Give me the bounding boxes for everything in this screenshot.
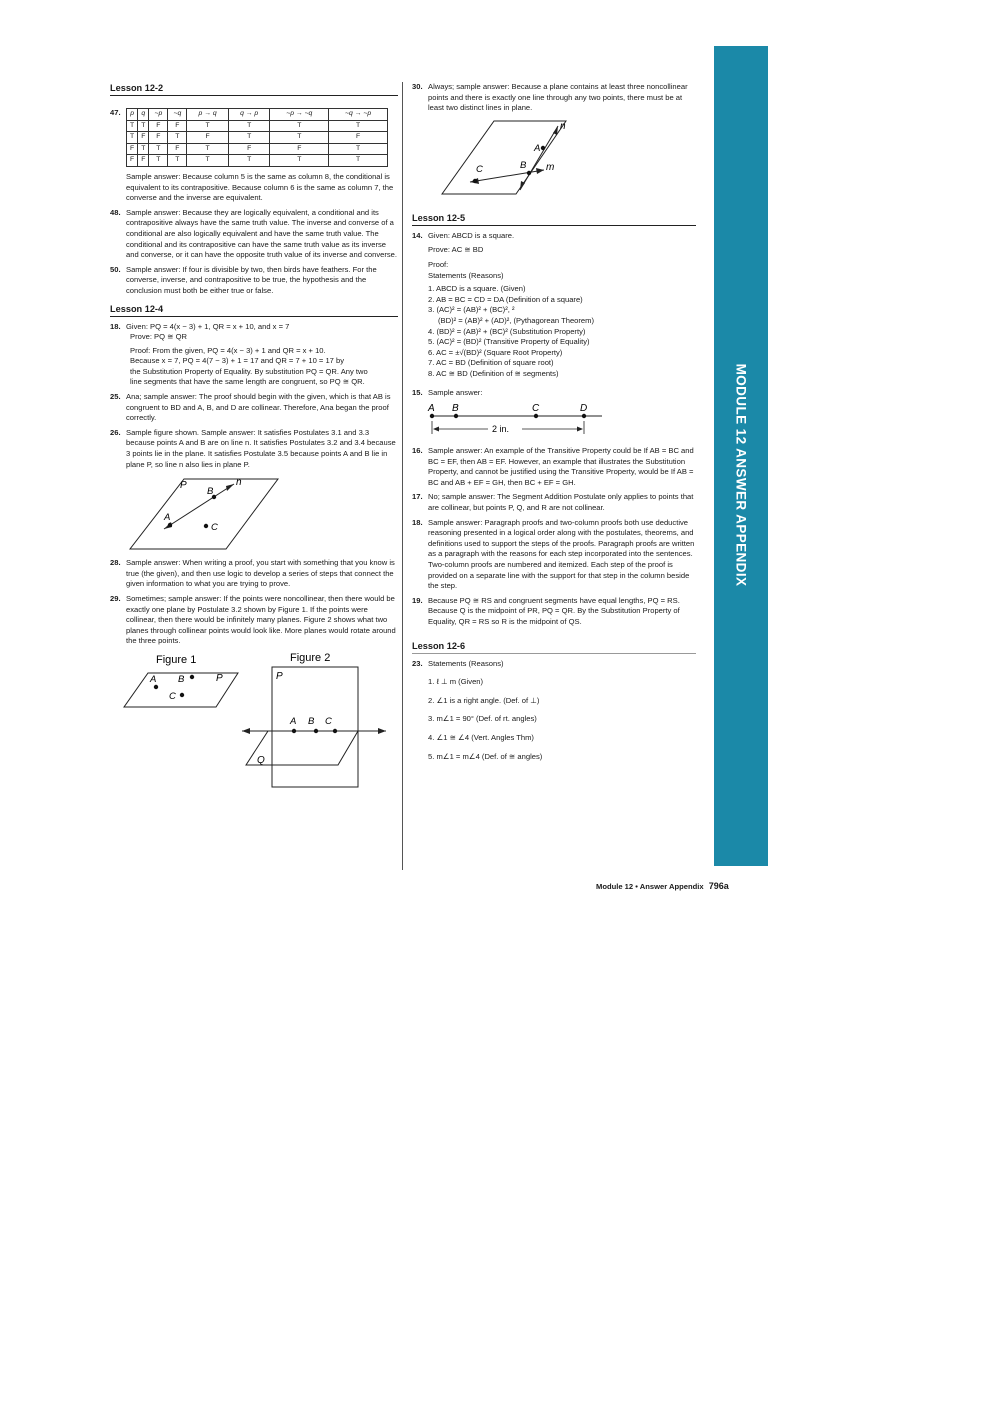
statement-line: 4. ∠1 ≅ ∠4 (Vert. Angles Thm)	[428, 732, 534, 742]
question-number: 47.	[110, 108, 121, 117]
answer-text: Always; sample answer: Because a plane contains at least three noncollinear points and there is exactly one line through any two points, there must be at least two distinct lines in plane.	[428, 82, 688, 113]
question-18-left	[110, 322, 398, 389]
proof-line: Prove: AC ≅ BD	[428, 245, 484, 255]
answer-text: Sample answer: Because they are logically equivalent, a conditional and its contrapositive always have the same truth value. The inverse and converse of a conditional are also logically equivalent and have the same truth value. The conditional and its contrapositive can have the same truth value as its inverse and converse, or it can have the opposite truth value of its inverse and converse.	[126, 207, 398, 260]
point-label-B: B	[520, 159, 527, 171]
truth-table-cell: F	[187, 132, 229, 144]
truth-table-cell: T	[168, 132, 187, 144]
truth-table-cell: F	[138, 132, 149, 144]
figure-2-point-A: A	[290, 715, 297, 727]
answer-text: Sample answer: Paragraph proofs and two-column proofs both use deductive reasoning presented in a logical order along with the postulates, theorems, and definitions used to support the steps of the proofs. Paragraph proofs are written as a paragraph with the reasons for each step incorporated into the sentences. Two-column proofs are numbered and itemized. Each step of the proof is provided on a separate line with the support for that step in the column beside the step.	[428, 517, 695, 591]
truth-table-cell: F	[228, 143, 270, 155]
question-15	[412, 388, 696, 443]
question-number: 19.	[412, 595, 423, 605]
question-26	[110, 428, 398, 554]
proof-line: Proof:	[428, 259, 449, 269]
truth-table-header-cell: ~q → ~p	[329, 109, 388, 121]
answer-text: Because PQ ≅ RS and congruent segments have equal lengths, PQ = RS. Because Q is the midpoint of PR, PQ = QR. By the Substitution Property of Equality, QR = RS so R is the midpoint of QS.	[428, 595, 680, 626]
figure-15-segment-diagram	[426, 402, 606, 442]
column-divider	[402, 82, 403, 870]
question-29	[110, 594, 398, 791]
point-label-C: C	[211, 522, 218, 534]
proof-line: Proof: From the given, PQ = 4(x − 3) + 1 and QR = x + 10.	[130, 345, 326, 355]
length-label: 2 in.	[492, 424, 510, 435]
truth-table-header-cell: ~q	[168, 109, 187, 121]
figure-2-point-C: C	[325, 715, 332, 727]
question-25	[110, 392, 398, 424]
truth-table-header-cell: ~p → ~q	[270, 109, 329, 121]
proof-line: Because x = 7, PQ = 4(7 − 3) + 1 = 17 and QR = 7 + 10 = 17 by	[130, 356, 345, 366]
proof-line: Given: PQ = 4(x − 3) + 1, QR = x + 10, and x = 7	[126, 321, 290, 331]
question-16	[412, 446, 696, 488]
figure-2-title: Figure 2	[290, 651, 331, 664]
statement-line: 3. m∠1 = 90° (Def. of rt. angles)	[428, 714, 537, 724]
question-23	[412, 659, 696, 763]
figure-2-point-B: B	[308, 715, 315, 727]
question-48	[110, 208, 398, 261]
truth-table-header	[127, 109, 388, 121]
proof-line: 6. AC = ±√(BD)² (Square Root Property)	[428, 347, 563, 357]
truth-table-cell: T	[138, 120, 149, 132]
answer-text: Sometimes; sample answer: If the points were noncollinear, then there would be exactly one plane by Postulate 3.2 shown by Figure 1. If the points were collinear, then there would be infinitely many planes. Figure 2 shows what two planes through collinear points would look like. More planes would rotate around the three points.	[126, 594, 396, 646]
truth-table-cell: T	[329, 155, 388, 167]
proof-line: Statements (Reasons)	[428, 270, 504, 280]
answer-text: Sample answer: An example of the Transitive Property could be If AB = BC and BC = EF, then AB = EF. However, an example that illustrates the Substitution Property, and cannot be justified using the Transitive Property, would be If AB = BC and AB + EF = GH, then BC + EF = GH.	[428, 446, 694, 487]
truth-table-cell: T	[187, 155, 229, 167]
point-label-B: B	[452, 403, 459, 415]
question-30	[412, 82, 696, 198]
answer-text: No; sample answer: The Segment Addition Postulate only applies to points that are collinear, but points P, Q, and R are not collinear.	[428, 492, 694, 513]
point-label-B: B	[207, 486, 214, 498]
truth-table-cell: T	[270, 120, 329, 132]
truth-table-cell: F	[149, 120, 168, 132]
proof-line: 7. AC = BD (Definition of square root)	[428, 358, 554, 368]
question-28	[110, 558, 398, 590]
module-banner-title: MODULE 12 ANSWER APPENDIX	[733, 363, 749, 587]
truth-table-cell: T	[187, 120, 229, 132]
proof-line: 3. (AC)² = (AB)² + (BC)², ²	[428, 305, 515, 315]
statement-line: 5. m∠1 = m∠4 (Def. of ≅ angles)	[428, 751, 543, 761]
question-47	[110, 108, 398, 204]
truth-table-cell: T	[149, 155, 168, 167]
statement-line: 1. ℓ ⊥ m (Given)	[428, 677, 484, 687]
line-label-m: m	[546, 161, 555, 173]
figure-1-point-B: B	[178, 673, 185, 685]
truth-table-cell: T	[228, 120, 270, 132]
proof-line: the Substitution Property of Equality. By substitution PQ = QR. Any two	[130, 366, 368, 376]
question-14	[412, 231, 696, 380]
truth-table-cell: F	[168, 143, 187, 155]
figure-1-plane-P: P	[216, 672, 223, 684]
question-17	[412, 492, 696, 513]
figure-2-plane-Q: Q	[257, 754, 265, 766]
question-number: 18.	[412, 517, 423, 527]
truth-table-cell: T	[329, 143, 388, 155]
truth-table-header-cell: q	[138, 109, 149, 121]
question-number: 15.	[412, 387, 423, 397]
truth-table-cell: F	[127, 143, 138, 155]
question-number: 28.	[110, 558, 121, 568]
truth-table-row	[127, 120, 388, 132]
figure-2-plane-P: P	[276, 670, 283, 682]
truth-table-header-cell: q → p	[228, 109, 270, 121]
page-number: 796a	[708, 881, 729, 891]
proof-line: Prove: PQ ≅ QR	[130, 332, 188, 342]
figure-1-point-C: C	[169, 690, 176, 702]
proof-line: (BD)² = (AB)² + (AD)², (Pythagorean Theorem)	[438, 315, 594, 325]
truth-table-cell: T	[149, 143, 168, 155]
answer-text: Sample answer: When writing a proof, you start with something that you know is true (the given), and then use logic to develop a series of steps that connect the given information to what you are trying to prove.	[126, 558, 395, 589]
proof-line: 1. ABCD is a square. (Given)	[428, 284, 526, 294]
question-number: 16.	[412, 446, 423, 456]
point-label-C: C	[532, 403, 540, 415]
answer-text: Sample figure shown. Sample answer: It satisfies Postulates 3.1 and 3.3 because points A and B are on line n. It satisfies Postulates 3.2 and 3.4 because 3 points lie in the plane. It satisfies Postulate 3.5 because points A and B lie in plane P, so line n also lies in plane P.	[126, 427, 396, 469]
truth-table-row	[127, 132, 388, 144]
footer-text: Module 12 • Answer Appendix	[596, 882, 704, 891]
truth-table-cell: T	[168, 155, 187, 167]
page-footer	[596, 881, 729, 891]
truth-table-cell: F	[127, 155, 138, 167]
truth-table-cell: T	[270, 155, 329, 167]
lesson-12-4-heading: Lesson 12-4	[110, 303, 398, 317]
question-number: 18.	[110, 321, 121, 331]
lesson-12-6-heading: Lesson 12-6	[412, 640, 696, 654]
truth-table-cell: F	[270, 143, 329, 155]
proof-line: 4. (BD)² = (AB)² + (BC)² (Substitution Property)	[428, 326, 586, 336]
truth-table-cell: T	[138, 143, 149, 155]
statements-list	[428, 677, 696, 762]
truth-table-cell: F	[168, 120, 187, 132]
truth-table-cell: T	[187, 143, 229, 155]
right-column	[412, 82, 696, 770]
lesson-12-5-heading: Lesson 12-5	[412, 212, 696, 226]
question-50	[110, 265, 398, 297]
truth-table-cell: T	[329, 120, 388, 132]
left-column	[110, 82, 398, 795]
question-18-right	[412, 518, 696, 592]
truth-table-cell: T	[228, 155, 270, 167]
point-label-A: A	[164, 512, 171, 524]
plane-label-P: P	[180, 480, 187, 492]
question-number: 23.	[412, 658, 423, 668]
proof-line: 2. AB = BC = CD = DA (Definition of a square)	[428, 294, 583, 304]
question-number: 29.	[110, 594, 121, 603]
given-statement: Given: ABCD is a square.	[428, 230, 515, 240]
point-label-A: A	[534, 142, 541, 154]
truth-table	[126, 108, 388, 167]
figure-26-plane-diagram	[126, 474, 286, 554]
truth-table-row	[127, 143, 388, 155]
question-number: 30.	[412, 82, 423, 91]
question-number: 48.	[110, 207, 121, 217]
truth-table-cell: T	[127, 132, 138, 144]
answer-text: Sample answer: Because column 5 is the same as column 8, the conditional is equivalent to its contrapositive. Because column 6 is the same as column 7, the converse and the inverse are equivalent.	[126, 171, 394, 203]
line-label-n: n	[236, 477, 242, 489]
answer-text: Sample answer: If four is divisible by two, then birds have feathers. For the converse, inverse, and contrapositive to be true, the hypothesis and the conclusion must both be either true or false.	[126, 264, 377, 295]
truth-table-row	[127, 155, 388, 167]
truth-table-header-cell: p	[127, 109, 138, 121]
truth-table-cell: F	[149, 132, 168, 144]
truth-table-header-cell: p → q	[187, 109, 229, 121]
figure-30-plane-diagram	[436, 118, 576, 198]
proof-line: 5. (AC)² = (BD)² (Transitive Property of Equality)	[428, 337, 590, 347]
statements-heading: Statements (Reasons)	[428, 658, 504, 668]
truth-table-cell: T	[270, 132, 329, 144]
figure-1-point-A: A	[150, 673, 157, 685]
proof-line: 8. AC ≅ BD (Definition of ≅ segments)	[428, 368, 559, 378]
figure-29-planes-diagram	[120, 651, 390, 791]
question-number: 26.	[110, 427, 121, 437]
truth-table-cell: F	[138, 155, 149, 167]
point-label-A: A	[428, 403, 435, 415]
statement-line: 2. ∠1 is a right angle. (Def. of ⊥)	[428, 695, 540, 705]
proof-line: line segments that have the same length are congruent, so PQ ≅ QR.	[130, 377, 365, 387]
answer-text: Ana; sample answer: The proof should begin with the given, which is that AB is congruent to BD and A, B, and D are collinear. Therefore, Ana began the proof correctly.	[126, 392, 391, 423]
lesson-12-2-heading: Lesson 12-2	[110, 82, 398, 96]
truth-table-cell: F	[329, 132, 388, 144]
truth-table-header-cell: ~p	[149, 109, 168, 121]
figure-1-title: Figure 1	[156, 653, 197, 666]
answer-text: Sample answer:	[428, 387, 483, 397]
question-number: 25.	[110, 392, 121, 402]
truth-table-cell: T	[228, 132, 270, 144]
point-label-D: D	[580, 403, 588, 415]
question-number: 50.	[110, 264, 121, 274]
question-number: 17.	[412, 492, 423, 502]
question-number: 14.	[412, 230, 423, 240]
truth-table-cell: T	[127, 120, 138, 132]
question-19	[412, 596, 696, 628]
point-label-C: C	[476, 163, 483, 175]
line-label-n: n	[560, 120, 566, 132]
